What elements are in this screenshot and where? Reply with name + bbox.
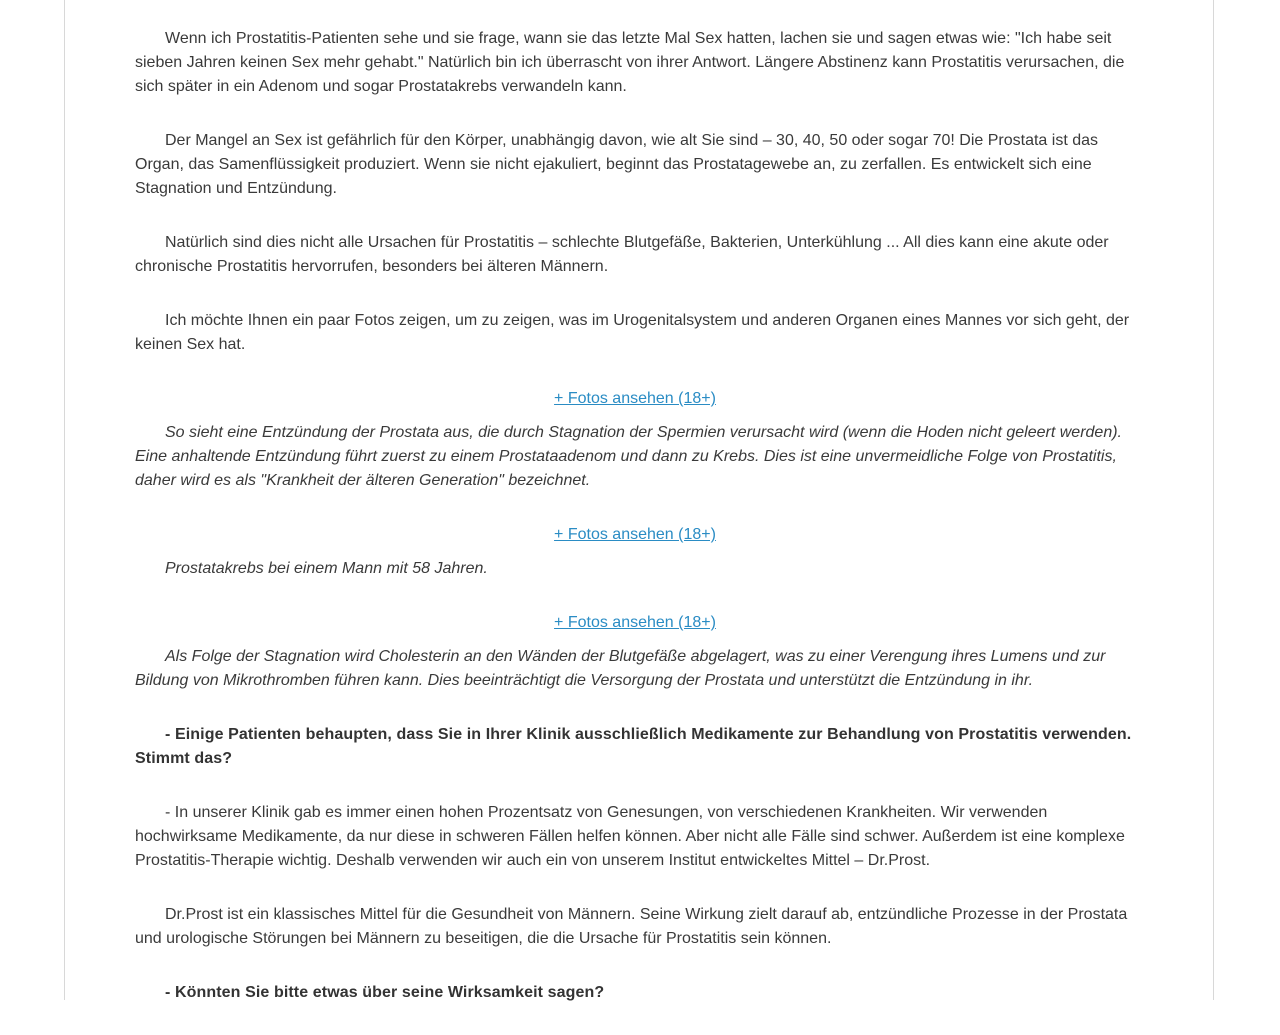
view-photos-link-1[interactable]: + Fotos ansehen (18+)	[554, 390, 716, 407]
paragraph-causes: Natürlich sind dies nicht alle Ursachen für Prostatitis – schlechte Blutgefäße, Bakterien, Unterkühlung ... All dies kann eine akute oder chronische Prostatitis hervorrufen, besonders bei älteren Männern.	[135, 234, 1109, 275]
interview-answer-medication: - In unserer Klinik gab es immer einen hohen Prozentsatz von Genesungen, von verschiedenen Krankheiten. Wir verwenden hochwirksame Medikamente, da nur diese in schweren Fällen helfen können. Aber nicht alle Fälle sind schwer. Außerdem ist eine komplexe Prostatitis-Therapie wichtig. Deshalb verwenden wir auch ein von unserem Institut entwickeltes Mittel – Dr.Prost.	[135, 804, 1125, 869]
photo-caption-cholesterol: Als Folge der Stagnation wird Cholesterin an den Wänden der Blutgefäße abgelagert, was zu einer Verengung ihres Lumens und zur Bildung von Mikrothromben führen kann. Dies beeinträchtigt die Versorgung der Prostata und unterstützt die Entzündung in ihr.	[135, 648, 1106, 689]
paragraph-dr-prost: Dr.Prost ist ein klassisches Mittel für die Gesundheit von Männern. Seine Wirkung zielt darauf ab, entzündliche Prozesse in der Prostata und urologische Störungen bei Männern zu beseitigen, die die Ursache für Prostatitis sein können.	[135, 906, 1128, 947]
view-photos-link-3[interactable]: + Fotos ansehen (18+)	[554, 614, 716, 631]
paragraph-abstinence: Wenn ich Prostatitis-Patienten sehe und sie frage, wann sie das letzte Mal Sex hatten, lachen sie und sagen etwas wie: "Ich habe seit sieben Jahren keinen Sex mehr gehabt." Natürlich bin ich überrascht von ihrer Antwort. Längere Abstinenz kann Prostatitis verursachen, die sich später in ein Adenom und sogar Prostatakrebs verwandeln kann.	[135, 30, 1125, 95]
interview-question-medication: - Einige Patienten behaupten, dass Sie in Ihrer Klinik ausschließlich Medikamente zur Behandlung von Prostatitis verwenden. Stimmt das?	[135, 726, 1132, 767]
photo-caption-cancer: Prostatakrebs bei einem Mann mit 58 Jahren.	[165, 560, 488, 577]
photo-link-container-3	[135, 611, 1135, 635]
article-body	[135, 27, 1135, 1035]
paragraph-photos-intro: Ich möchte Ihnen ein paar Fotos zeigen, um zu zeigen, was im Urogenitalsystem und anderen Organen eines Mannes vor sich geht, der keinen Sex hat.	[135, 312, 1130, 353]
photo-link-container-2	[135, 523, 1135, 547]
article-page	[64, 0, 1214, 1000]
photo-link-container-1	[135, 387, 1135, 411]
interview-question-effectiveness: - Könnten Sie bitte etwas über seine Wirksamkeit sagen?	[165, 984, 605, 1001]
paragraph-lack-of-sex: Der Mangel an Sex ist gefährlich für den Körper, unabhängig davon, wie alt Sie sind – 30, 40, 50 oder sogar 70! Die Prostata ist das Organ, das Samenflüssigkeit produziert. Wenn sie nicht ejakuliert, beginnt das Prostatagewebe an, zu zerfallen. Es entwickelt sich eine Stagnation und Entzündung.	[135, 132, 1099, 197]
view-photos-link-2[interactable]: + Fotos ansehen (18+)	[554, 526, 716, 543]
photo-caption-inflammation: So sieht eine Entzündung der Prostata aus, die durch Stagnation der Spermien verursacht wird (wenn die Hoden nicht geleert werden). Eine anhaltende Entzündung führt zuerst zu einem Prostataadenom und dann zu Krebs. Dies ist eine unvermeidliche Folge von Prostatitis, daher wird es als "Krankheit der älteren Generation" bezeichnet.	[135, 424, 1122, 489]
